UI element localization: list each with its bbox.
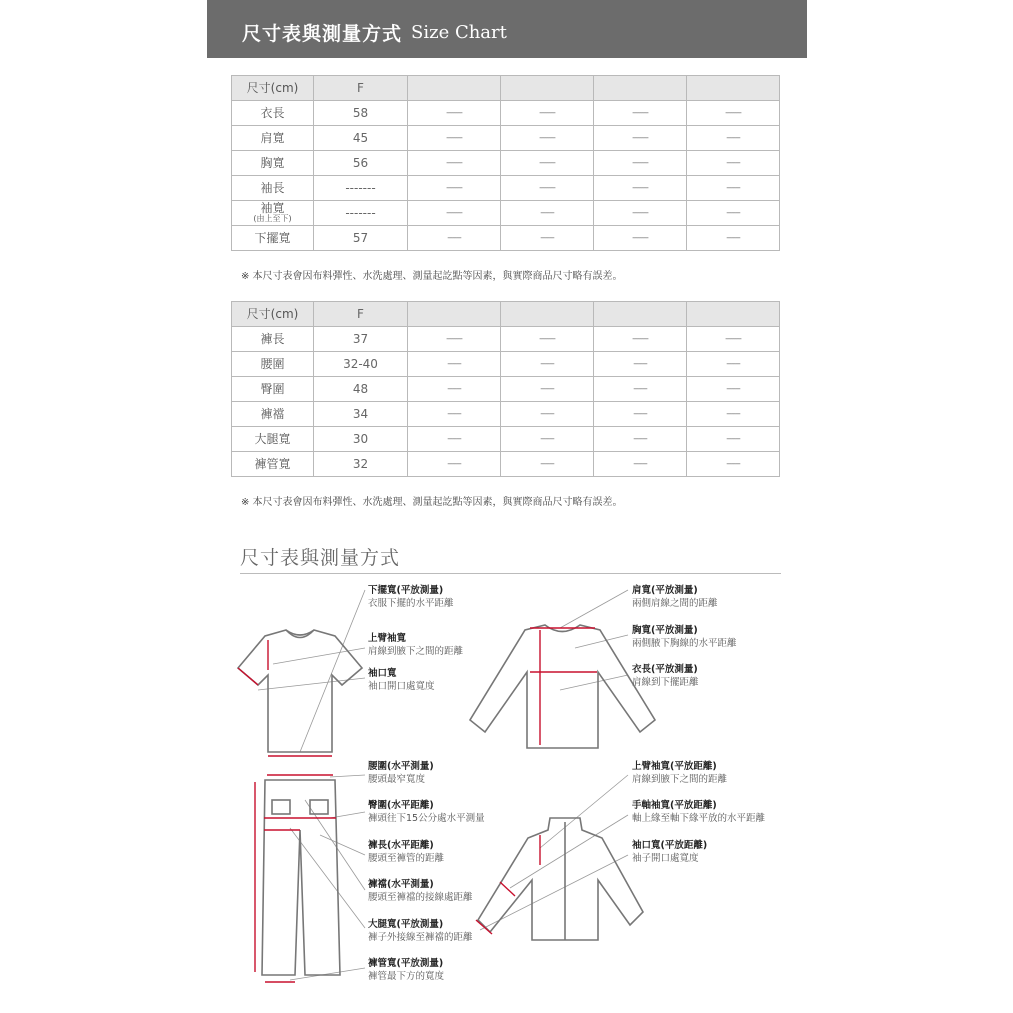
annotation-title: 衣長(平放測量) (632, 664, 698, 675)
jacket-measure-lines (476, 835, 540, 934)
annotation-title: 褲長(水平距離) (368, 840, 434, 851)
table-cell: ------- (501, 176, 594, 201)
table-cell: ------- (594, 226, 687, 251)
table-cell: ------ (408, 377, 501, 402)
pants-outline (262, 780, 340, 975)
annotation-forearm (632, 799, 765, 825)
table-cell: ------ (594, 377, 687, 402)
table-cell: 45 (314, 126, 408, 151)
row-label: 臀圍 (232, 377, 314, 402)
table-cell: 48 (314, 377, 408, 402)
table-cell: 34 (314, 402, 408, 427)
annotation-waist (368, 760, 434, 786)
table-cell: ------ (408, 352, 501, 377)
row-label: 下擺寬 (232, 226, 314, 251)
header-cell: 尺寸(cm) (232, 76, 314, 101)
table-cell: ------ (687, 226, 780, 251)
annotation-title: 手軸袖寬(平放距離) (632, 800, 717, 811)
table-cell: ------- (501, 327, 594, 352)
annotation-desc: 褲管最下方的寬度 (368, 971, 445, 982)
table-cell: ------ (501, 402, 594, 427)
row-label: 胸寬 (232, 151, 314, 176)
annotation-desc: 腰頭至褲管的距離 (368, 853, 445, 864)
annotation-title: 胸寬(平放測量) (632, 625, 698, 636)
annotation-title: 腰圍(水平測量) (368, 761, 434, 772)
table-cell: ------- (408, 101, 501, 126)
annotation-title: 臀圍(水平距離) (368, 800, 434, 811)
table-cell: ------ (687, 151, 780, 176)
row-label: 衣長 (232, 101, 314, 126)
annotation-title: 袖口寬 (368, 668, 397, 679)
table-cell: ------ (408, 226, 501, 251)
sweater-outline (470, 625, 655, 748)
table-cell: 57 (314, 226, 408, 251)
table-cell: ------ (594, 427, 687, 452)
row-label: 袖長 (232, 176, 314, 201)
table-cell: 56 (314, 151, 408, 176)
annotation-upper-arm (368, 632, 463, 658)
table-cell: ------ (687, 377, 780, 402)
annotation-title: 褲襠(水平測量) (368, 879, 434, 890)
annotation-hip (368, 799, 485, 825)
table-cell: 37 (314, 327, 408, 352)
table-cell: ------ (501, 452, 594, 477)
table-cell: ------ (501, 226, 594, 251)
table-cell: ------ (408, 427, 501, 452)
table-cell: 32-40 (314, 352, 408, 377)
table-cell: ------ (687, 352, 780, 377)
annotation-hem (368, 584, 454, 610)
annotation-desc: 腰頭最窄寬度 (368, 774, 426, 785)
table-cell: 58 (314, 101, 408, 126)
annotation-desc: 褲子外接線至褲襠的距離 (368, 932, 473, 943)
annotation-pants-length (368, 839, 444, 865)
row-label: 肩寬 (232, 126, 314, 151)
table-cell: ------ (687, 201, 780, 226)
annotation-cuff (368, 667, 435, 693)
annotation-desc: 兩側腋下胸線的水平距離 (632, 638, 737, 649)
header-title-zh: 尺寸表與測量方式 (242, 23, 403, 45)
table-cell: ------- (408, 327, 501, 352)
row-label-main: 袖寬 (260, 201, 285, 215)
annotation-title: 褲管寬(平放測量) (368, 958, 444, 969)
table-cell: ------ (687, 126, 780, 151)
table-cell: ------- (594, 201, 687, 226)
table-cell: ------ (501, 427, 594, 452)
row-label: 褲襠 (232, 402, 314, 427)
annotation-title: 袖口寬(平放距離) (632, 840, 708, 851)
row-label: 褲長 (232, 327, 314, 352)
annotation-desc: 衣服下擺的水平距離 (368, 598, 454, 609)
table-cell: ------ (408, 452, 501, 477)
table-cell: ------- (594, 101, 687, 126)
table-cell: ------ (594, 352, 687, 377)
jacket-outline (478, 818, 643, 940)
table-cell: ------- (408, 201, 501, 226)
table-cell: ------- (594, 126, 687, 151)
table-cell: ------- (594, 327, 687, 352)
header-title-en: Size Chart (411, 22, 507, 43)
table-cell: ------- (687, 327, 780, 352)
table-cell: ------- (408, 151, 501, 176)
annotation-desc: 袖口開口處寬度 (368, 681, 435, 692)
annotation-desc: 兩側肩線之間的距離 (632, 598, 718, 609)
table-cell: ------- (501, 151, 594, 176)
annotation-shoulder (632, 584, 718, 610)
table-cell: ------- (501, 126, 594, 151)
annotation-rise (368, 878, 473, 904)
row-label: 大腿寬 (232, 427, 314, 452)
annotation-leg-opening (368, 957, 444, 983)
header-cell: 尺寸(cm) (232, 302, 314, 327)
row-label: 褲管寬 (232, 452, 314, 477)
annotation-desc: 褲頭往下15公分處水平測量 (368, 813, 485, 824)
table-cell: 32 (314, 452, 408, 477)
annotation-desc: 袖子開口處寬度 (632, 853, 699, 864)
annotation-chest (632, 624, 737, 650)
annotation-title: 大腿寬(平放測量) (368, 919, 444, 930)
tshirt-outline (238, 630, 362, 752)
table-cell: ------- (408, 126, 501, 151)
table-cell: ------ (687, 427, 780, 452)
table-cell: ------ (501, 352, 594, 377)
table-cell: ------ (501, 201, 594, 226)
row-label-sub: (由上至下) (253, 214, 292, 223)
tshirt-measure-lines (238, 640, 332, 756)
annotation-desc: 肩線到腋下之間的距離 (368, 646, 464, 657)
table-cell: ------- (408, 176, 501, 201)
annotation-desc: 軸上緣至軸下緣平放的水平距離 (632, 813, 766, 824)
table-cell: ------ (687, 452, 780, 477)
annotation-cuff-2 (632, 839, 707, 865)
table-cell: ------- (594, 176, 687, 201)
annotation-desc: 肩線到下擺距離 (632, 677, 699, 688)
table-cell: ------ (408, 402, 501, 427)
table-cell: ------ (687, 402, 780, 427)
sweater-measure-lines (530, 628, 597, 745)
annotation-title: 上臂袖寬 (368, 633, 407, 644)
table-cell: ------- (594, 151, 687, 176)
header-cell: F (314, 302, 408, 327)
annotation-length (632, 663, 699, 689)
row-label: 腰圍 (232, 352, 314, 377)
table-cell: 30 (314, 427, 408, 452)
annotation-thigh (368, 918, 473, 944)
annotation-title: 上臂袖寬(平放距離) (632, 761, 717, 772)
annotation-upper-arm-2 (632, 760, 727, 786)
bottom-table-note: ※ 本尺寸表會因布料彈性、水洗處理、測量起訖點等因素，與實際商品尺寸略有誤差。 (241, 497, 623, 508)
table-cell: ------ (687, 176, 780, 201)
table-cell: ------ (594, 452, 687, 477)
table-cell: ------ (594, 402, 687, 427)
table-cell: ------- (314, 176, 408, 201)
header-cell: F (314, 76, 408, 101)
table-cell: ------- (314, 201, 408, 226)
table-cell: ------ (501, 377, 594, 402)
annotation-desc: 肩線到腋下之間的距離 (632, 774, 728, 785)
measure-section-title: 尺寸表與測量方式 (240, 547, 401, 569)
annotation-title: 肩寬(平放測量) (632, 585, 698, 596)
table-cell: ------- (501, 101, 594, 126)
table-cell: ------- (687, 101, 780, 126)
annotation-title: 下擺寬(平放測量) (368, 585, 444, 596)
top-table-note: ※ 本尺寸表會因布料彈性、水洗處理、測量起訖點等因素，與實際商品尺寸略有誤差。 (241, 271, 623, 282)
annotation-desc: 腰頭至褲襠的接線處距離 (368, 892, 473, 903)
